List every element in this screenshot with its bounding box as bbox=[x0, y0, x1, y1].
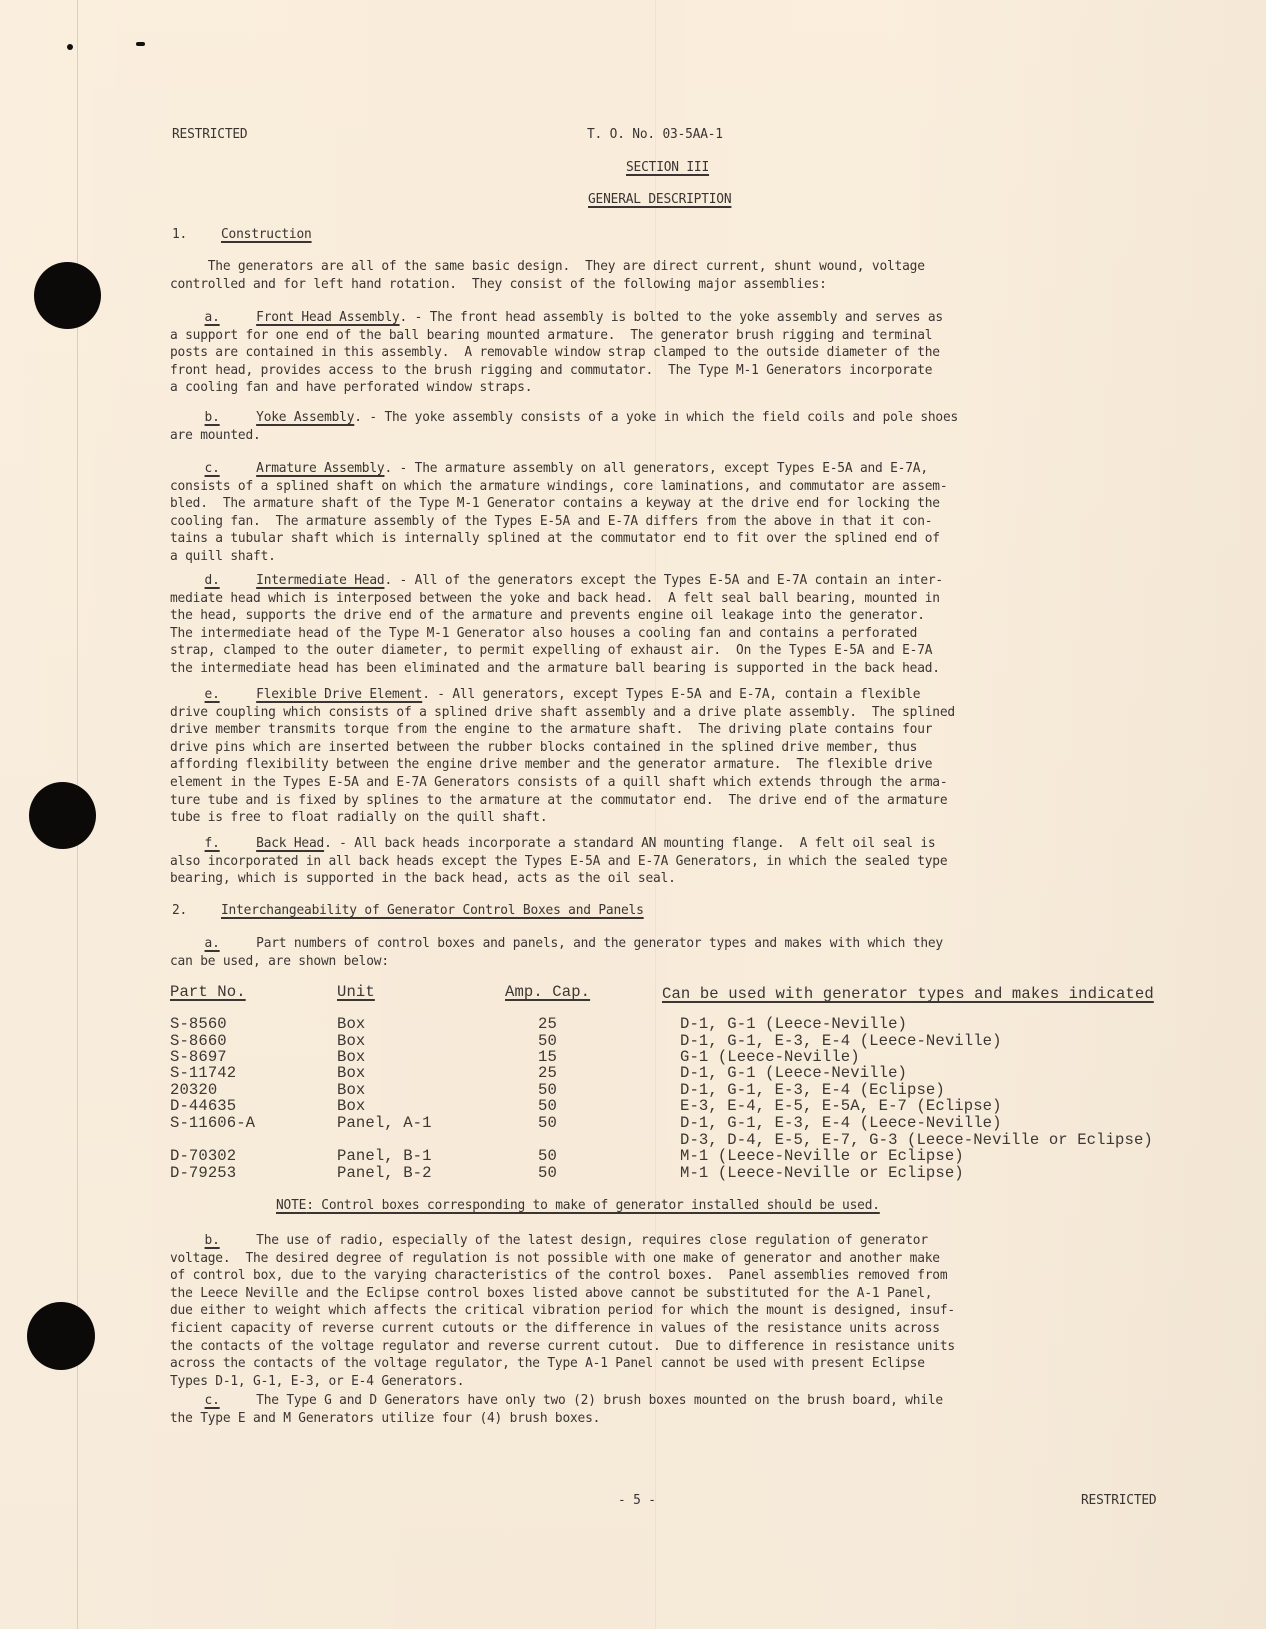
item-title: Yoke Assembly bbox=[256, 410, 355, 425]
table-row: S-8560 Box 25 D-1, G-1 (Leece-Neville) bbox=[170, 1015, 907, 1033]
table-row: D-3, D-4, E-5, E-7, G-3 (Leece-Neville or Eclipse) bbox=[680, 1131, 1153, 1149]
table-row: S-11742 Box 25 D-1, G-1 (Leece-Neville) bbox=[170, 1064, 907, 1082]
intro-paragraph: The generators are all of the same basic design. They are direct current, shunt wound, voltage controlled and for left hand rotation. They consist of the following major assemblies: bbox=[170, 259, 925, 292]
page-number: - 5 - bbox=[618, 1493, 656, 1508]
item-title: Intermediate Head bbox=[256, 573, 385, 588]
item-title: Back Head bbox=[256, 836, 325, 851]
to-number: T. O. No. 03-5AA-1 bbox=[587, 127, 723, 142]
table-note bbox=[276, 1198, 880, 1213]
section-1-number: 1. bbox=[172, 227, 188, 242]
col-header-part-no: Part No. bbox=[170, 983, 246, 1001]
item-title: Armature Assembly bbox=[256, 461, 385, 476]
ink-speck bbox=[67, 44, 73, 50]
table-row: 20320 Box 50 D-1, G-1, E-3, E-4 (Eclipse) bbox=[170, 1081, 945, 1099]
item-back-head: f. Back Head. - All back heads incorporate a standard AN mounting flange. A felt oil seal is also incorporated in all back heads except the Types E-5A and E-7A Generators, in which the sealed type bearing, which is supported in the back head, acts as the oil seal. bbox=[170, 836, 948, 887]
item-2c: c. The Type G and D Generators have only two (2) brush boxes mounted on the brush board, while the Type E and M Generators utilize four (4) brush boxes. bbox=[170, 1393, 943, 1426]
punch-hole bbox=[34, 262, 101, 329]
item-2b: b. The use of radio, especially of the latest design, requires close regulation of generator voltage. The desired degree of regulation is not possible with one make of generator and another make of control box, due to the varying characteristics of the control boxes. Panel assemblies removed from the Leece Neville and the Eclipse control boxes listed above cannot be substituted for the A-1 Panel, due either to weight which affects the critical vibration period for which the mount is designed, insuf- ficient capacity of reverse current cutouts or the difference in values of the resistance units across the contacts of the voltage regulator and reverse current cutout. Due to difference in resistance units across the contacts of the voltage regulator, the Type A-1 Panel cannot be used with present Eclipse Types D-1, G-1, E-3, or E-4 Generators. bbox=[170, 1233, 955, 1389]
table-row: S-11606-A Panel, A-1 50 D-1, G-1, E-3, E-4 (Leece-Neville) bbox=[170, 1114, 1002, 1132]
item-title: Flexible Drive Element bbox=[256, 687, 423, 702]
ink-speck bbox=[136, 42, 145, 46]
item-title: Front Head Assembly bbox=[256, 310, 400, 325]
col-header-amp-cap: Amp. Cap. bbox=[505, 983, 591, 1001]
table-row: D-70302 Panel, B-1 50 M-1 (Leece-Neville or Eclipse) bbox=[170, 1147, 964, 1165]
note-label: NOTE bbox=[276, 1198, 307, 1213]
item-front-head: a. Front Head Assembly. - The front head assembly is bolted to the yoke assembly and serves as a support for one end of the ball bearing mounted armature. The generator brush rigging and terminal posts are contained in this assembly. A removable window strap clamped to the outside diameter of the front head, provides access to the brush rigging and commutator. The Type M-1 Generators incorporate a cooling fan and have perforated window straps. bbox=[170, 310, 943, 396]
col-header-unit: Unit bbox=[337, 983, 375, 1001]
section-2-title: Interchangeability of Generator Control Boxes and Panels bbox=[221, 903, 644, 918]
classification-bottom: RESTRICTED bbox=[1081, 1493, 1157, 1508]
item-intermediate-head: d. Intermediate Head. - All of the generators except the Types E-5A and E-7A contain an inter- mediate head which is interposed between the yoke and back head. A felt seal ball bearing, mounted in the head, supports the drive end of the armature and prevents engine oil leakage into the generator. The intermediate head of the Type M-1 Generator also houses a cooling fan and contains a perforated strap, clamped to the outer diameter, to permit expelling of exhaust air. On the Types E-5A and E-7A the intermediate head has been eliminated and the armature ball bearing is supported in the back head. bbox=[170, 573, 943, 676]
section-title: GENERAL DESCRIPTION bbox=[588, 192, 732, 207]
table-row: D-44635 Box 50 E-3, E-4, E-5, E-5A, E-7 (Eclipse) bbox=[170, 1097, 1002, 1115]
punch-hole bbox=[29, 782, 96, 849]
punch-hole bbox=[27, 1302, 95, 1370]
item-armature: c. Armature Assembly. - The armature assembly on all generators, except Types E-5A and E-7A, consists of a splined shaft on which the armature windings, core laminations, and commutator are assem- bled. The armature shaft of the Type M-1 Generator contains a keyway at the drive end for locking the cooling fan. The armature assembly of the Types E-5A and E-7A differs from the above in that it con- tains a tubular shaft which is internally splined at the commutator end to fit over the splined end of a quill shaft. bbox=[170, 461, 948, 564]
item-flexible-drive: e. Flexible Drive Element. - All generators, except Types E-5A and E-7A, contain a flexible drive coupling which consists of a splined drive shaft assembly and a drive plate assembly. The splined drive member transmits torque from the engine to the armature shaft. The driving plate contains four drive pins which are inserted between the rubber blocks contained in the splined drive member, thus affording flexibility between the engine drive member and the generator armature. The flexible drive element in the Types E-5A and E-7A Generators consists of a quill shaft which extends through the arma- ture tube and is fixed by splines to the armature at the commutator end. The drive end of the armature tube is free to float radially on the quill shaft. bbox=[170, 687, 955, 826]
col-header-usage: Can be used with generator types and makes indicated bbox=[662, 985, 1154, 1003]
section-1-title: Construction bbox=[221, 227, 312, 242]
section-2-number: 2. bbox=[172, 903, 188, 918]
section-heading: SECTION III bbox=[626, 160, 710, 175]
item-2a: a. Part numbers of control boxes and panels, and the generator types and makes with which they can be used, are shown below: bbox=[170, 936, 943, 969]
classification-top: RESTRICTED bbox=[172, 127, 248, 142]
table-row: S-8697 Box 15 G-1 (Leece-Neville) bbox=[170, 1048, 860, 1066]
table-row: S-8660 Box 50 D-1, G-1, E-3, E-4 (Leece-Neville) bbox=[170, 1032, 1002, 1050]
item-yoke: b. Yoke Assembly. - The yoke assembly consists of a yoke in which the field coils and pole shoes are mounted. bbox=[170, 410, 959, 443]
table-row: D-79253 Panel, B-2 50 M-1 (Leece-Neville or Eclipse) bbox=[170, 1164, 964, 1182]
note-text: : Control boxes corresponding to make of generator installed should be used. bbox=[306, 1198, 880, 1213]
